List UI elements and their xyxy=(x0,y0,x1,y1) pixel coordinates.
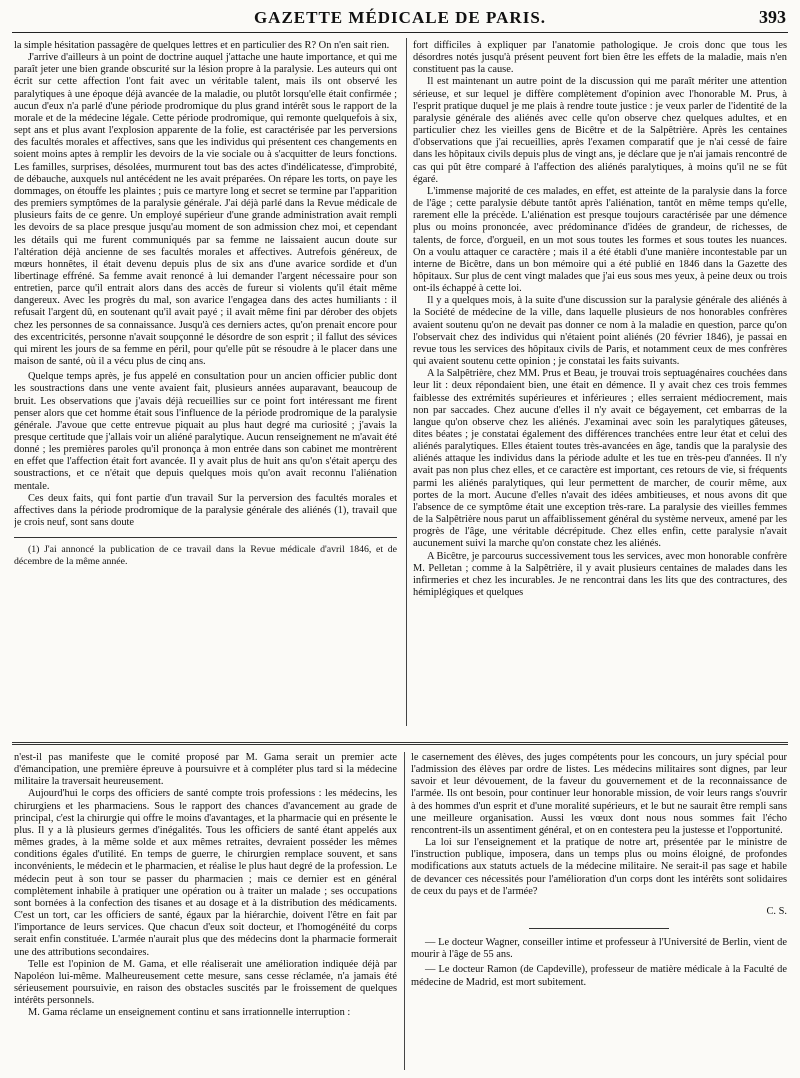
col3-paragraph-4: M. Gama réclame un enseignement continu et sans irrationnelle interruption : xyxy=(28,1007,351,1019)
news-item-ramon: — Le docteur Ramon (de Capdeville), professeur de matière médicale à la Faculté de médecine de Madrid, est mort subitement. xyxy=(411,964,787,988)
col2-paragraph-2: Il est maintenant un autre point de la discussion qui me paraît mériter une attention sérieuse, et sur lequel je diffère complètement d'opinion avec l'honorable M. Prus, à l'esprit pratique duquel je me plais à rendre toute justice : je veux parler de l'identité de la paralysie générale des aliénés avec celle qu'on observe chez quelques adultes, et en particulier chez les vieilles gens de Bicêtre et de la Salpêtrière. Après les centaines d'observations que j'ai recueillies, après l'examen comparatif que je n'ai cessé de faire dans les hôpitaux civils depuis plus de vingt ans, je déclare que je n'ai jamais rencontré de cas qui pût être comparé à l'affection des aliénés paralytiques, à moins qu'il ne se fût égaré. xyxy=(413,76,787,185)
news-item-wagner: — Le docteur Wagner, conseiller intime et professeur à l'Université de Berlin, vient de mourir à l'âge de 55 ans. xyxy=(411,937,787,961)
author-signature: C. S. xyxy=(766,905,787,917)
news-divider xyxy=(529,928,669,929)
col2-paragraph-6: A Bicêtre, je parcourus successivement tous les services, avec mon honorable confrère M. Pelletan ; comme à la Salpêtrière, il y avait plusieurs centaines de malades dans les infirmeries et chez les incurables. Je ne rencontrai dans les lits que des contractures, des hémiplégiques et quelques xyxy=(413,550,787,599)
col1-paragraph-4: Ces deux faits, qui font partie d'un travail Sur la perversion des facultés morales et affectives dans la période prodromique de la paralysie générale des aliénés (1), travail que je crois neuf, sont sans doute xyxy=(14,492,397,529)
journal-title: GAZETTE MÉDICALE DE PARIS. xyxy=(253,8,547,27)
col3-paragraph-1: n'est-il pas manifeste que le comité proposé par M. Gama serait un premier acte d'émancipation, une première épreuve à poursuivre et à compléter plus tard si la médecine militaire la traversait heureusement. xyxy=(14,752,397,788)
col3-paragraph-3: Telle est l'opinion de M. Gama, et elle réaliserait une amélioration indiquée déjà par Napoléon lui-même. Malheureusement cette mesure, sans cesse réclamée, n'a jamais été sérieusement poursuivie, en raison des obstacles suscités par le froissement de quelques intérêts personnels. xyxy=(14,958,397,1007)
col2-paragraph-3: L'immense majorité de ces malades, en effet, est atteinte de la paralysie dans la force de l'âge ; cette paralysie débute tantôt après l'aliénation, tantôt en même temps qu'elle, rarement elle la précède. L'aliénation est presque toujours caractérisée par une démence plus ou moins prononcée, avec prédominance d'idées de grandeur, de richesses, de talents, de force, d'orgueil, en un mot sous toutes les formes et sous toutes les nuances. On a voulu attaquer ce caractère ; mais il a été établi d'une manière incontestable par un interne de Bicêtre, dans un bon mémoire qui a été publié en 1846 dans la Gazette des hôpitaux. Sur plus de cent vingt malades que j'ai eus sous mes yeux, à peine deux ou trois ont-ils échappé à cette loi. xyxy=(413,185,787,295)
column-1 xyxy=(14,40,397,738)
column-divider-top xyxy=(406,38,407,726)
col4-paragraph-2: La loi sur l'enseignement et la pratique de notre art, présentée par le ministre de l'instruction publique, imposera, dans un temps plus ou moins éloigné, de profondes modifications aux statuts actuels de la médecine militaire. Ne serait-il pas sage et habile de devancer ces nécessités pour l'amélioration d'un corps dont les intérêts sont solidaires de ceux du pays et de l'armée? xyxy=(411,837,787,897)
column-4 xyxy=(411,752,787,1072)
column-3 xyxy=(14,752,397,1072)
col3-paragraph-2: Aujourd'hui le corps des officiers de santé compte trois professions : les médecins, les chirurgiens et les pharmaciens. Sous le rapport des chances d'avancement au grade de principal, c'est la chirurgie qui offre le moins d'avantages, et la pharmacie qui en présente le plus. Il y a là plusieurs germes d'inégalités. Tous les officiers de santé étant appelés aux mêmes grades, à la même solde et aux mêmes retraites, devraient posséder les mêmes conditions égales d'utilité. En temps de guerre, le chirurgien remplace souvent, et sans inconvénients, le médecin et le pharmacien, et réalise le plus haut degré de la profession. Le médecin peut à son tour se passer du pharmacien ; mais ce dernier est en général complètement inhabile à pratiquer une opération ou à traiter un malade ; ses occupations sont bornées à la confection des tisanes et au dosage et à la distribution des médicaments. C'est un tort, car les officiers de santé, égaux par la hiérarchie, doivent l'être en fait par l'importance de leurs services. Que chacun d'eux soit docteur, et l'homogénéité du corps serait enfin constituée. L'armée n'aurait plus que des médecins dont la pharmacie formerait une des attributions secondaires. xyxy=(14,788,397,958)
col1-paragraph-2: J'arrive d'ailleurs à un point de doctrine auquel j'attache une haute importance, et qui me paraît jeter une bien grande obscurité sur la lésion propre à la paralysie. Les auteurs qui ont écrit sur cette affection l'ont fait avec un véritable talent, mais ils ont observé les paralytiques à une époque déjà avancée de la maladie, ou plutôt lorsqu'elle était confirmée ; aucun d'eux n'a parlé d'une période prodromique du plus grand intérêt sous le rapport de la morale et de la médecine légale. Cette période prodromique, qui remonte quelquefois à six, sept ans et plus avant l'explosion apparente de la folie, est caractérisée par les perversions des facultés morales et affectives, sans que les individus qui présentent ces changements en soient moins aptes à remplir les devoirs de la vie sociale ou à s'acquitter de leurs fonctions. Les familles, surprises, désolées, murmurent tout bas des actes d'indélicatesse, d'improbité, de débauche, auxquels nul antécédent ne les avait préparées. On répare les torts, on paye les dommages, on étouffe les plaintes ; puis ce martyre long et secret se termine par l'apparition des premiers symptômes de la paralysie générale. J'ai déjà parlé dans la Revue médicale de plusieurs faits de ce genre. Un employé supérieur d'une grande administration avait rempli les devoirs de sa place presque jusqu'au moment de son admission chez moi, et cependant les détails qui me furent communiqués par sa femme ne laissaient aucun doute sur l'altération déjà ancienne de ses facultés morales et affectives. Autrefois généreux, de mœurs honnêtes, il était devenu depuis plus de six ans d'une avarice sordide et d'un libertinage effréné. Sa femme avait renoncé à lui demander l'argent nécessaire pour son entretien, parce qu'il entrait alors dans des accès de fureur si violents qu'il était même dangereux. Avec les progrès du mal, son avarice l'engagea dans des actes humiliants : il refusait l'argent dû, en soutenant qu'il avait payé ; il avait même fini par dérober des objets chez les personnes de sa connaissance. Jusqu'à ces derniers actes, qu'on prenait encore pour des excentricités, personne n'avait soupçonné le désordre de son esprit ; il fallut des sévices qui mirent les jours de sa femme en péril, pour qu'elle pût se résoudre à le placer dans une maison de santé, où il a vécu plus de cinq ans. xyxy=(14,52,397,368)
col1-footnote: (1) J'ai annoncé la publication de ce travail dans la Revue médicale d'avril 1846, et de décembre de la même année. xyxy=(14,544,397,567)
col2-paragraph-5: A la Salpêtrière, chez MM. Prus et Beau, je trouvai trois septuagénaires couchées dans leur lit : deux répondaient bien, une était en démence. Il y avait chez ces trois femmes faiblesse des extrémités supérieures et inférieures ; elles serraient médiocrement, mais non par saccades. Chez aucune d'elles il n'y avait ce bégayement, cet embarras de la langue qu'on observe chez les aliénés. J'examinai avec soin les paralytiques gâteuses, dites béates ; je constatai également des différences tranchées entre leur état et celui des aliénés paralytiques. Elles étaient toutes très-avancées en âge, tandis que la paralysie des aliénés attaque les individus dans la période adulte et les tue en très-peu d'années. Il n'y avait pas non plus chez elles, et ce caractère est important, ces retours de vie, si fréquents parmi les aliénés paralytiques, qui leur permettent de marcher, de courir même, aux portes de la mort. Aucune d'elles n'avait des idées ambitieuses, et nous avons dit que l'absence de ce symptôme était une exception très-rare. La paralysie des vieilles femmes de la Salpêtrière nous parut un affaiblissement général du système nerveux, amené par les progrès de l'âge, une véritable décrépitude. Chez elles enfin, cette paralysie n'avait aucunement suivi la marche qu'on constate chez les aliénés. xyxy=(413,368,787,550)
section-divider xyxy=(12,742,788,745)
page-number: 393 xyxy=(759,7,786,27)
footnote-rule xyxy=(14,537,397,538)
page-header xyxy=(12,6,788,33)
col2-paragraph-4: Il y a quelques mois, à la suite d'une discussion sur la paralysie générale des aliénés à la Société de médecine de la ville, dans laquelle plusieurs de nos honorables confrères avaient soutenu qu'on ne devait pas donner ce nom à la maladie en question, parce qu'on l'observait chez des individus qui n'étaient point aliénés (20 février 1846), je passai en revue tous les services des hôpitaux civils de Paris, et notamment ceux de mes confrères qui avaient soutenu cette opinion ; je constatai les faits suivants. xyxy=(413,295,787,368)
col1-paragraph-3: Quelque temps après, je fus appelé en consultation pour un ancien officier public dont les soustractions dans une vente avaient fait, plusieurs années auparavant, beaucoup de bruit. Les observations que j'avais déjà recueillies sur ce point fort intéressant me firent penser alors que cet homme était sous l'influence de la période prodromique de la paralysie générale. J'avoue que cette entrevue piquait au plus haut degré ma curiosité ; j'avais la presque certitude que j'allais voir un aliéné paralytique. Aucun renseignement ne m'avait été donné ; les premières paroles qu'il prononça à mon entrée dans son cabinet me montrèrent en effet que l'affection était fort avancée. Il y avait plus de huit ans qu'on s'était aperçu des soustractions, et ce n'était que depuis quelques mois qu'on avait reconnu l'aliénation mentale. xyxy=(14,371,397,492)
column-divider-bottom xyxy=(404,752,405,1070)
col4-paragraph-1: le casernement des élèves, des juges compétents pour les concours, un jury spécial pour l'admission des élèves par ordre de listes. Les médecins militaires sont dignes, par leur savoir et leur dévouement, de la faveur du gouvernement et de la reconnaissance de l'armée. Ils ont besoin, pour continuer leur honorable mission, de voir leurs rangs s'ouvrir à des hommes d'un esprit et d'une moralité supérieurs, et le but ne saurait être rempli sans une meilleure organisation. Aussi les vœux dont nous nous sommes fait l'écho rencontrent-ils un assentiment général, et on en contestera peu la justesse et l'opportunité. xyxy=(411,752,787,836)
col1-paragraph-1: la simple hésitation passagère de quelques lettres et en particulier des R? On n'en sait rien. xyxy=(14,40,390,51)
column-2 xyxy=(413,40,787,738)
col2-paragraph-1: fort difficiles à expliquer par l'anatomie pathologique. Je crois donc que tous les désordres notés jusqu'à présent peuvent fort bien être les effets de la maladie, mais n'en constituent pas la cause. xyxy=(413,40,787,76)
